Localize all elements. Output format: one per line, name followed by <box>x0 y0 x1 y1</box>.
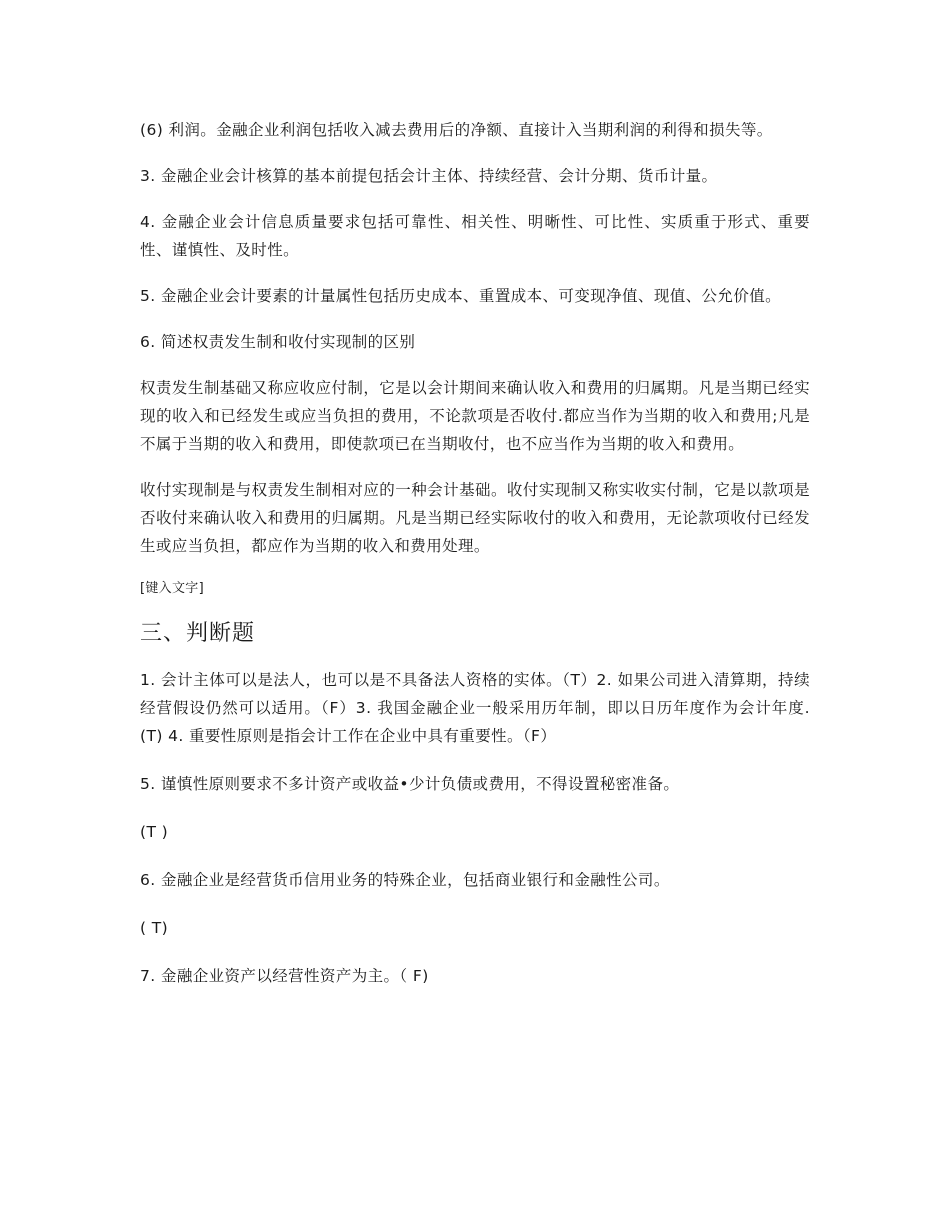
judgment-item-5: 5. 谨慎性原则要求不多计资产或收益•少计负债或费用，不得设置秘密准备。 <box>140 775 680 793</box>
judgment-item-6-answer: ( T) <box>140 919 169 937</box>
judgment-item-5-answer: (T ) <box>140 823 169 841</box>
judgment-item-6: 6. 金融企业是经营货币信用业务的特殊企业，包括商业银行和金融性公司。 <box>140 871 670 889</box>
judgment-items-1-4: 1. 会计主体可以是法人，也可以是不具备法人资格的实体。（T）2. 如果公司进入清算期，持续经营假设仍然可以适用。（F）3. 我国金融企业一般采用历年制，即以日历年度作为会计年度.(T) 4. 重要性原则是指会计工作在企业中具有重要性。（F） <box>140 671 810 745</box>
judgment-item-7: 7. 金融企业资产以经营性资产为主。（ F) <box>140 967 429 985</box>
paragraph-question-accrual-vs-cash: 6. 简述权责发生制和收付实现制的区别 <box>140 333 416 351</box>
section-heading-judgment: 三、判断题 <box>140 621 256 646</box>
paragraph-info-quality: 4. 金融企业会计信息质量要求包括可靠性、相关性、明晰性、可比性、实质重于形式、重要性、谨慎性、及时性。 <box>140 213 810 259</box>
paragraph-cash-basis: 收付实现制是与权责发生制相对应的一种会计基础。收付实现制又称实收实付制，它是以款项是否收付来确认收入和费用的归属期。凡是当期已经实际收付的收入和费用，无论款项收付已经发生或应当负担，都应作为当期的收入和费用处理。 <box>140 481 810 555</box>
paragraph-profit: (6) 利润。金融企业利润包括收入减去费用后的净额、直接计入当期利润的利得和损失等。 <box>140 121 773 139</box>
paragraph-basic-premises: 3. 金融企业会计核算的基本前提包括会计主体、持续经营、会计分期、货币计量。 <box>140 167 718 185</box>
document-page <box>140 116 810 1008</box>
paragraph-measurement-attributes: 5. 金融企业会计要素的计量属性包括历史成本、重置成本、可变现净值、现值、公允价值。 <box>140 287 782 305</box>
placeholder-text: [键入文字] <box>140 581 204 596</box>
paragraph-accrual-basis: 权责发生制基础又称应收应付制，它是以会计期间来确认收入和费用的归属期。凡是当期已经实现的收入和已经发生或应当负担的费用，不论款项是否收付.都应当作为当期的收入和费用;凡是不属于当期的收入和费用，即使款项已在当期收付，也不应当作为当期的收入和费用。 <box>140 379 810 453</box>
